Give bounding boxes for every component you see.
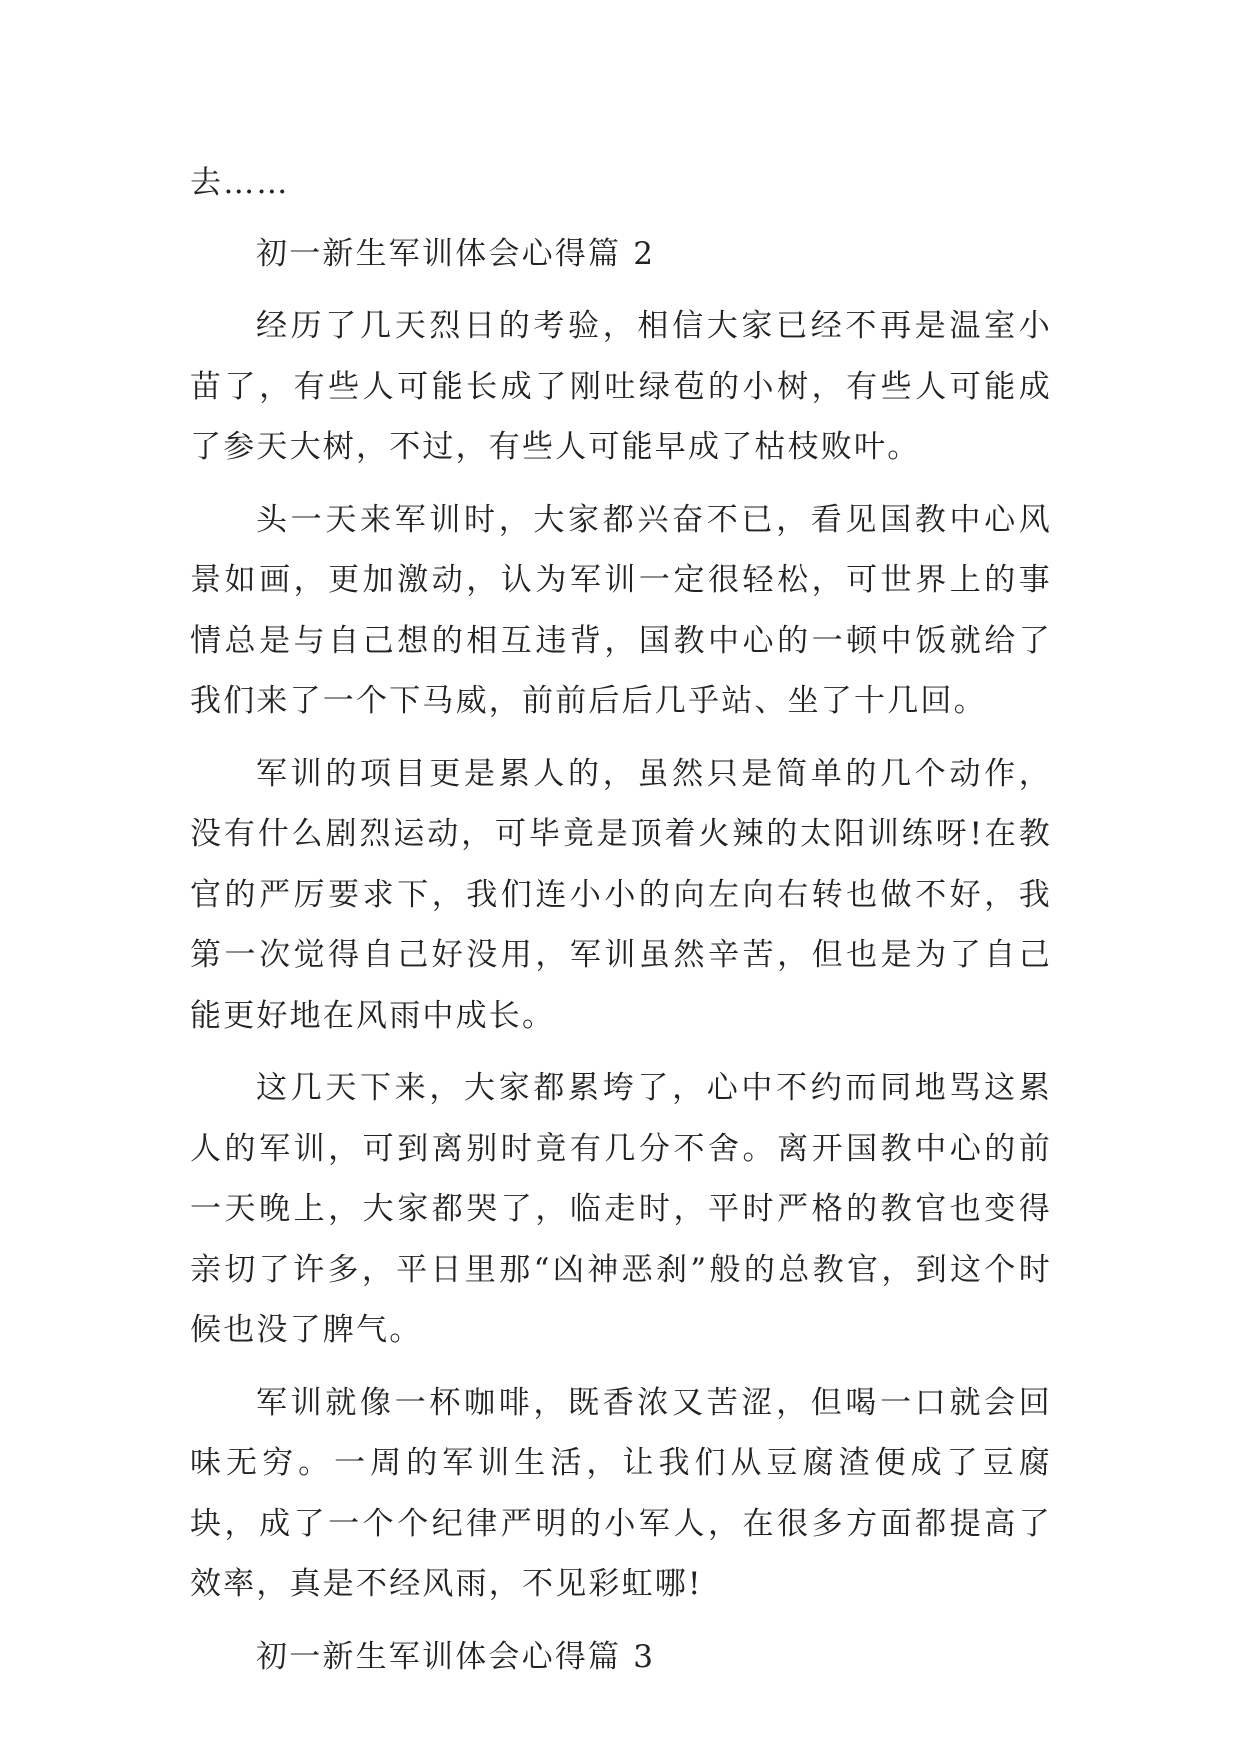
paragraph: 头一天来军训时，大家都兴奋不已，看见国教中心风景如画，更加激动，认为军训一定很轻松，可世界上的事情总是与自己想的相互违背，国教中心的一顿中饭就给了我们来了一个下马威，前前后后几乎站、坐了十几回。 (190, 501, 1052, 719)
paragraph: 这几天下来，大家都累垮了，心中不约而同地骂这累人的军训，可到离别时竟有几分不舍。离开国教中心的前一天晚上，大家都哭了，临走时，平时严格的教官也变得亲切了许多，平日里那“凶神恶刹”般的总教官，到这个时候也没了脾气。 (190, 1070, 1052, 1348)
paragraph: 军训就像一杯咖啡，既香浓又苦涩，但喝一口就会回味无穷。一周的军训生活，让我们从豆腐渣便成了豆腐块，成了一个个纪律严明的小军人，在很多方面都提高了效率，真是不经风雨，不见彩虹哪! (190, 1384, 1052, 1602)
paragraph: 经历了几天烈日的考验，相信大家已经不再是温室小苗了，有些人可能长成了刚吐绿苞的小树，有些人可能成了参天大树，不过，有些人可能早成了枯枝败叶。 (190, 308, 1052, 465)
section-heading-3: 初一新生军训体会心得篇 3 (256, 1638, 656, 1675)
document-body (190, 153, 1052, 1699)
section-heading-2: 初一新生军训体会心得篇 2 (256, 235, 656, 272)
continuation-text: 去…… (190, 165, 290, 201)
paragraph: 军训的项目更是累人的，虽然只是简单的几个动作，没有什么剧烈运动，可毕竟是顶着火辣的太阳训练呀!在教官的严厉要求下，我们连小小的向左向右转也做不好，我第一次觉得自己好没用，军训虽然辛苦，但也是为了自己能更好地在风雨中成长。 (190, 755, 1052, 1034)
